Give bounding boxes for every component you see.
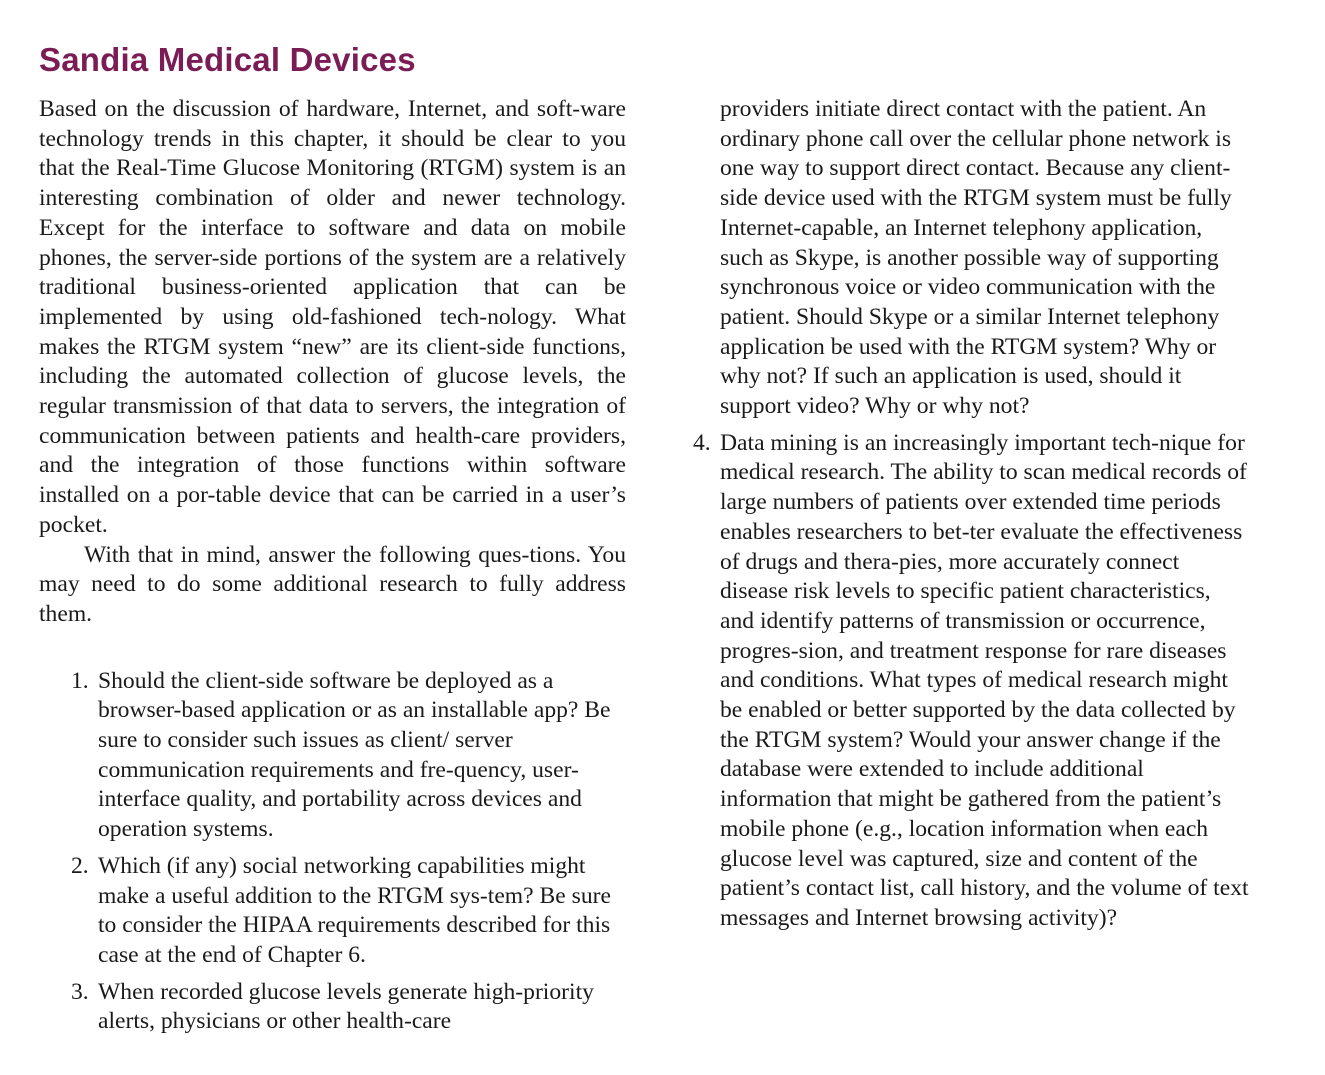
question-text: When recorded glucose levels generate high-priority alerts, physicians or other health-care [98,978,594,1035]
question-item-4 [693,429,1249,934]
question-number: 1. [71,667,89,694]
question-number: 4. [693,429,711,456]
question-item-1 [39,667,626,845]
left-column [39,95,626,1037]
intro-paragraph-2: With that in mind, answer the following ques-tions. You may need to do some additional research to fully address them. [39,541,626,627]
question-item-3 [39,978,626,1037]
question-list-continued [693,429,1249,934]
question-number: 2. [71,852,89,879]
question-text: Data mining is an increasingly important tech-nique for medical research. The ability to scan medical records of large numbers of patients over extended time periods enables researchers to bet-ter evaluate the effectiveness of drugs and thera-pies, more accurately connect disease risk levels to specific patient characteristics, and identify patterns of transmission or occurrence, progres-sion, and treatment response for rare diseases and conditions. What types of medical research might be enabled or better supported by the data collected by the RTGM system? Would your answer change if the database were extended to include additional information that might be gathered from the patient’s mobile phone (e.g., location information when each glucose level was captured, size and content of the patient’s contact list, call history, and the volume of text messages and Internet browsing activity)? [720,429,1249,931]
right-column [693,95,1249,934]
question-item-2 [39,852,626,971]
intro-paragraph-1: Based on the discussion of hardware, Internet, and soft-ware technology trends in this chapter, it should be clear to you that the Real-Time Glucose Monitoring (RTGM) system is an interesting combination of older and newer technology. Except for the interface to software and data on mobile phones, the server-side portions of the system are a relatively traditional business-oriented application that can be implemented by using old-fashioned tech-nology. What makes the RTGM system “new” are its client-side functions, including the automated collection of glucose levels, the regular transmission of that data to servers, the integration of communication between patients and health-care providers, and the integration of those functions within software installed on a por-table device that can be carried in a user’s pocket. [39,96,626,538]
question-text: Should the client-side software be deployed as a browser-based application or as an installable app? Be sure to consider such issues as client/ server communication requirements and fre-quency, user-interface quality, and portability across devices and operation systems. [98,667,611,843]
question-3-continued: providers initiate direct contact with the patient. An ordinary phone call over the cellular phone network is one way to support direct contact. Because any client-side device used with the RTGM system must be fully Internet-capable, an Internet telephony application, such as Skype, is another possible way of supporting synchronous voice or video communication with the patient. Should Skype or a similar Internet telephony application be used with the RTGM system? Why or why not? If such an application is used, should it support video? Why or why not? [720,96,1232,420]
page-title: Sandia Medical Devices [39,41,416,78]
question-number: 3. [71,978,89,1005]
question-text: Which (if any) social networking capabilities might make a useful addition to the RTGM sys-tem? Be sure to consider the HIPAA requirements described for this case at the end of Chapter 6. [98,852,611,968]
question-list [39,667,626,1037]
